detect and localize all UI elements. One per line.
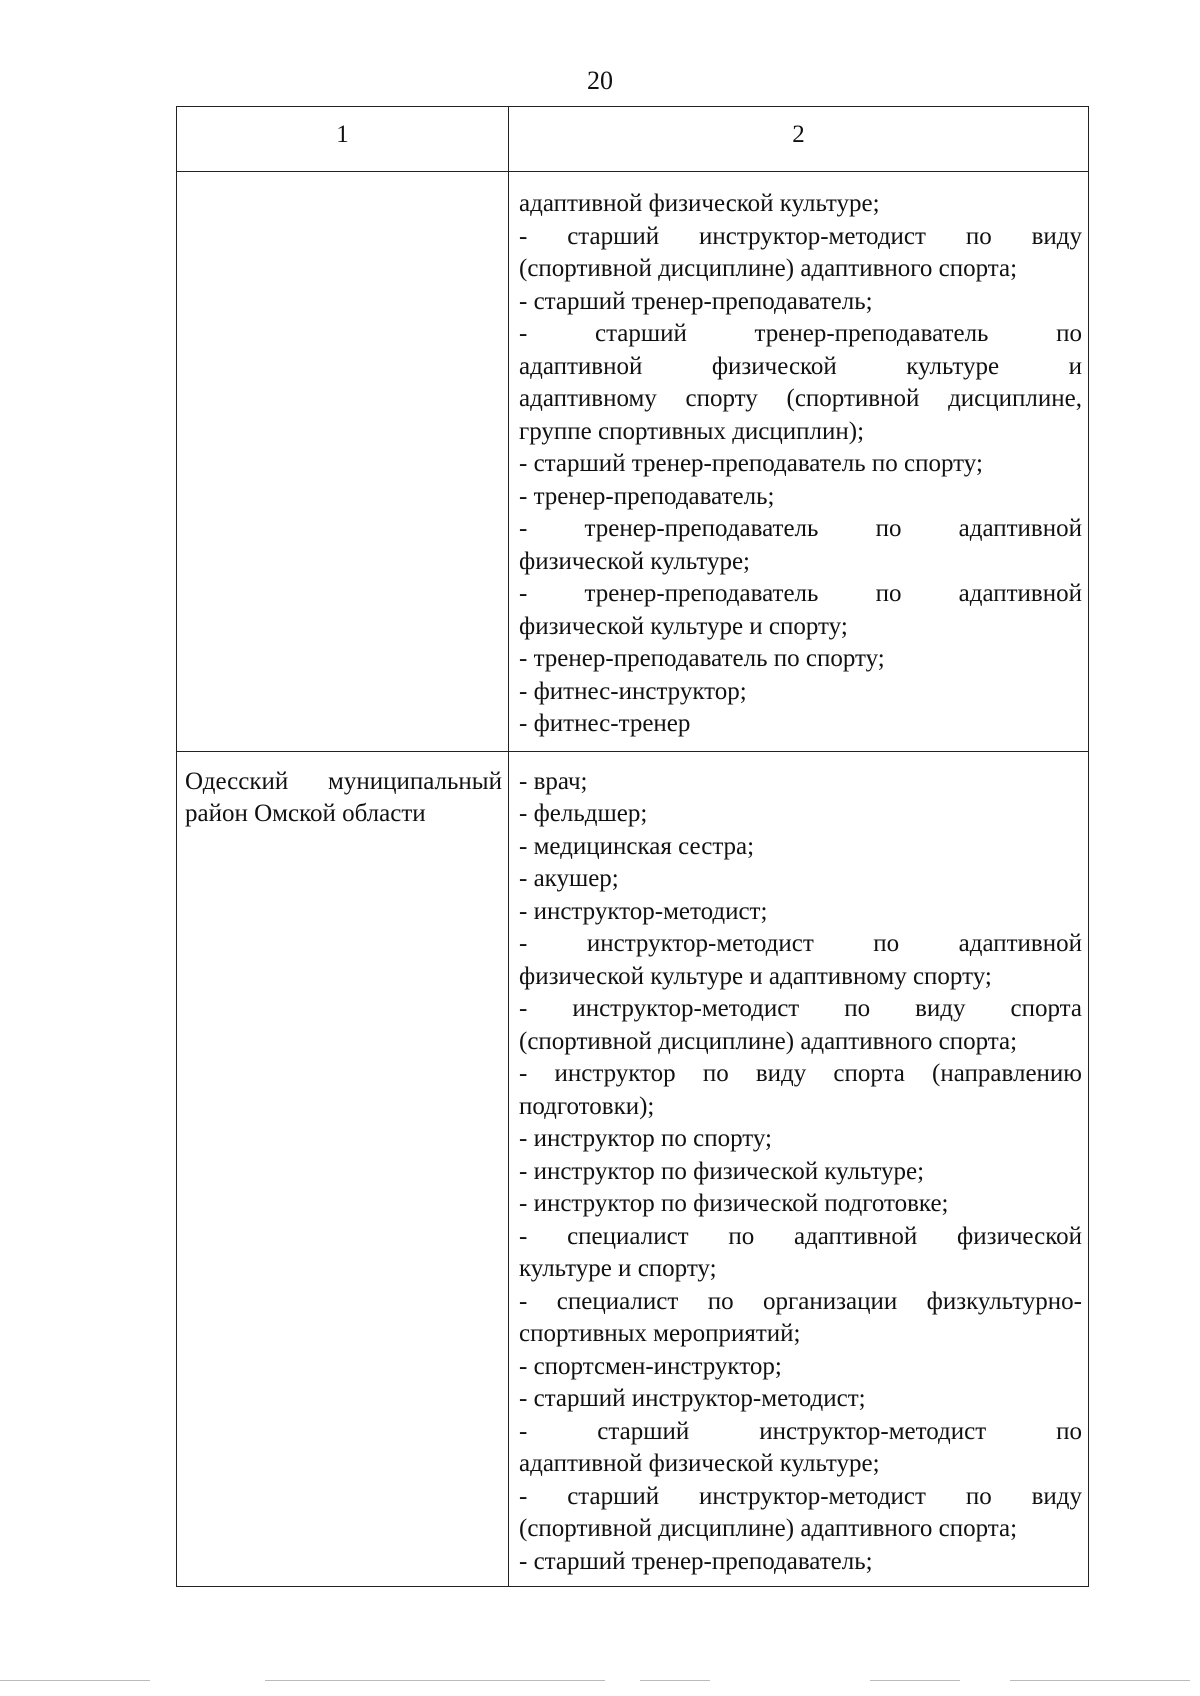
position-line: - фельдшер; [519,800,648,827]
position-line: (спортивной дисциплине) адаптивного спорта; [519,255,1018,282]
position-line: - инструктор по физической культуре; [519,1157,925,1185]
position-line: - старший тренер-преподаватель по спорту; [519,450,983,477]
scan-edge-marks [0,1680,1200,1684]
position-line: подготовки); [519,1092,655,1120]
position-line: - инструктор-методист; [519,897,768,925]
position-line: культуре и спорту; [519,1255,717,1282]
position-line: - тренер-преподаватель по спорту; [519,645,885,672]
position-line: адаптивной физической культуре и [519,352,1082,380]
position-line: - старший инструктор-методист по виду [519,1482,1082,1510]
position-line: адаптивному спорту (спортивной дисциплине, [519,385,1082,412]
positions-cell [509,172,1089,752]
position-line: - специалист по адаптивной физической [519,1222,1082,1250]
position-line: - медицинская сестра; [519,832,755,860]
position-line: - старший тренер-преподаватель по [519,320,1082,347]
page-number: 20 [587,66,613,95]
position-line: - инструктор-методист по адаптивной [519,930,1082,957]
position-line: - старший инструктор-методист; [519,1385,866,1412]
position-line: - старший инструктор-методист по виду [519,222,1082,250]
position-line: - тренер-преподаватель по адаптивной [519,580,1082,607]
table-row [177,172,1089,752]
position-line: адаптивной физической культуре; [519,1450,880,1477]
position-line: - старший инструктор-методист по [519,1417,1082,1445]
position-line: - фитнес-инструктор; [519,677,747,705]
position-line: адаптивной физической культуре; [519,190,880,217]
district-name-line: район Омской области [185,800,426,827]
position-line: группе спортивных дисциплин); [519,417,865,445]
district-name-line: Одесский муниципальный [185,767,502,795]
position-line: - инструктор по виду спорта (направлению [519,1060,1082,1087]
table-row [177,751,1089,1587]
position-line: - тренер-преподаватель; [519,482,775,510]
position-line: - инструктор-методист по виду спорта [519,995,1082,1022]
position-line: - спортсмен-инструктор; [519,1352,782,1380]
position-line: физической культуре и адаптивному спорту; [519,962,992,990]
document-table [176,106,1089,1587]
position-line: - врач; [519,767,588,795]
position-line: - инструктор по спорту; [519,1125,772,1152]
position-line: - специалист по организации физкультурно- [519,1287,1082,1315]
position-line: спортивных мероприятий; [519,1320,801,1347]
position-line: - старший тренер-преподаватель; [519,1547,873,1575]
position-line: (спортивной дисциплине) адаптивного спорта; [519,1515,1018,1542]
position-line: - фитнес-тренер [519,710,691,737]
position-line: - инструктор по физической подготовке; [519,1190,949,1217]
positions-cell [509,751,1089,1587]
column-header-2: 2 [509,107,1089,172]
district-cell [177,751,509,1587]
position-line: физической культуре и спорту; [519,612,848,640]
position-line: - тренер-преподаватель по адаптивной [519,515,1082,542]
position-line: - старший тренер-преподаватель; [519,287,873,315]
table-header-row [177,107,1089,172]
position-line: физической культуре; [519,547,750,575]
position-line: (спортивной дисциплине) адаптивного спорта; [519,1027,1018,1055]
column-header-1: 1 [177,107,509,172]
district-cell [177,172,509,752]
position-line: - акушер; [519,865,619,892]
